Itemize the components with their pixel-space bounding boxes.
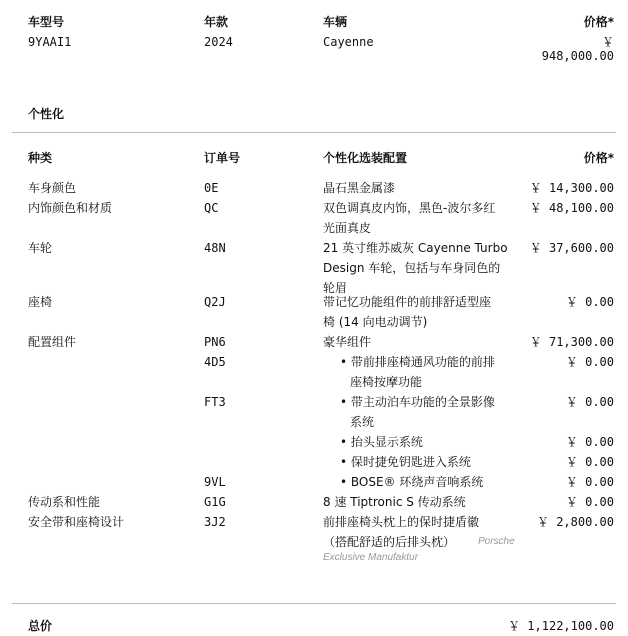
table-row-code: Q2J (204, 295, 226, 309)
table-row-desc: • 带主动泊车功能的全景影像 (340, 395, 495, 409)
table-row-category: 座椅 (28, 295, 53, 309)
divider (12, 132, 616, 133)
table-row-code: G1G (204, 495, 226, 509)
price-symbol: ￥ (601, 35, 614, 49)
vehicle-value: Cayenne (323, 35, 374, 49)
table-row-desc: 晶石黑金属漆 (323, 181, 396, 195)
table-row-desc: 座椅按摩功能 (350, 375, 423, 389)
section-title: 个性化 (28, 107, 65, 121)
table-row-desc: 豪华组件 (323, 335, 372, 349)
table-row-code: 9VL (204, 475, 226, 489)
table-row-category: 配置组件 (28, 335, 77, 349)
table-row-price: ￥ 0.00 (565, 455, 614, 469)
table-row-price: ￥ 48,100.00 (529, 201, 614, 215)
total-label: 总价 (28, 619, 53, 633)
table-row-desc: 椅 (14 向电动调节) (323, 315, 428, 329)
price-value: 948,000.00 (541, 49, 614, 63)
table-row-price: ￥ 0.00 (565, 355, 614, 369)
table-row-category: 传动系和性能 (28, 495, 101, 509)
table-row-code: 0E (204, 181, 219, 195)
vehicle-label: 车辆 (323, 15, 348, 29)
table-row-code: 48N (204, 241, 226, 255)
model-label: 车型号 (28, 15, 65, 29)
table-row-desc: • BOSE® 环绕声音响系统 (340, 475, 484, 489)
exclusive-note: Exclusive Manufaktur (323, 552, 419, 563)
table-row-price: ￥ 14,300.00 (529, 181, 614, 195)
table-row-price: ￥ 71,300.00 (529, 335, 614, 349)
price-label: 价格* (583, 15, 614, 29)
table-row-category: 车轮 (28, 241, 53, 255)
table-row-desc: 双色调真皮内饰，黑色-波尔多红 (323, 201, 496, 215)
model-value: 9YAAI1 (28, 35, 72, 49)
table-row-desc: 8 速 Tiptronic S 传动系统 (323, 495, 466, 509)
table-row-price: ￥ 37,600.00 (529, 241, 614, 255)
table-row-desc: 轮眉 (323, 281, 348, 295)
year-value: 2024 (204, 35, 233, 49)
table-row-desc: 系统 (350, 415, 375, 429)
col-header-price: 价格* (583, 151, 614, 165)
table-row-price: ￥ 0.00 (565, 295, 614, 309)
table-row-desc: 前排座椅头枕上的保时捷盾徽 (323, 515, 480, 529)
total-value: ￥ 1,122,100.00 (508, 619, 614, 633)
table-row-code: 3J2 (204, 515, 226, 529)
table-row-price: ￥ 2,800.00 (536, 515, 614, 529)
table-row-price: ￥ 0.00 (565, 395, 614, 409)
table-row-price: ￥ 0.00 (565, 475, 614, 489)
table-row-desc: • 抬头显示系统 (340, 435, 423, 449)
exclusive-note: Porsche (478, 536, 515, 547)
table-row-price: ￥ 0.00 (565, 435, 614, 449)
table-row-category: 车身颜色 (28, 181, 77, 195)
table-row-desc: • 保时捷免钥匙进入系统 (340, 455, 471, 469)
table-row-desc: Design 车轮，包括与车身同色的 (323, 261, 501, 275)
table-row-desc: （搭配舒适的后排头枕） (323, 535, 456, 549)
table-row-category: 内饰颜色和材质 (28, 201, 113, 215)
table-row-price: ￥ 0.00 (565, 495, 614, 509)
table-row-desc: 21 英寸维苏威灰 Cayenne Turbo (323, 241, 508, 255)
year-label: 年款 (204, 15, 229, 29)
col-header-category: 种类 (28, 151, 53, 165)
table-row-desc: 带记忆功能组件的前排舒适型座 (323, 295, 492, 309)
table-row-code: QC (204, 201, 219, 215)
table-row-desc: 光面真皮 (323, 221, 372, 235)
divider (12, 603, 616, 604)
table-row-desc: • 带前排座椅通风功能的前排 (340, 355, 495, 369)
table-row-code: FT3 (204, 395, 226, 409)
col-header-order-no: 订单号 (204, 151, 241, 165)
table-row-code: 4D5 (204, 355, 226, 369)
table-row-code: PN6 (204, 335, 226, 349)
col-header-config: 个性化选装配置 (323, 151, 408, 165)
table-row-category: 安全带和座椅设计 (28, 515, 125, 529)
